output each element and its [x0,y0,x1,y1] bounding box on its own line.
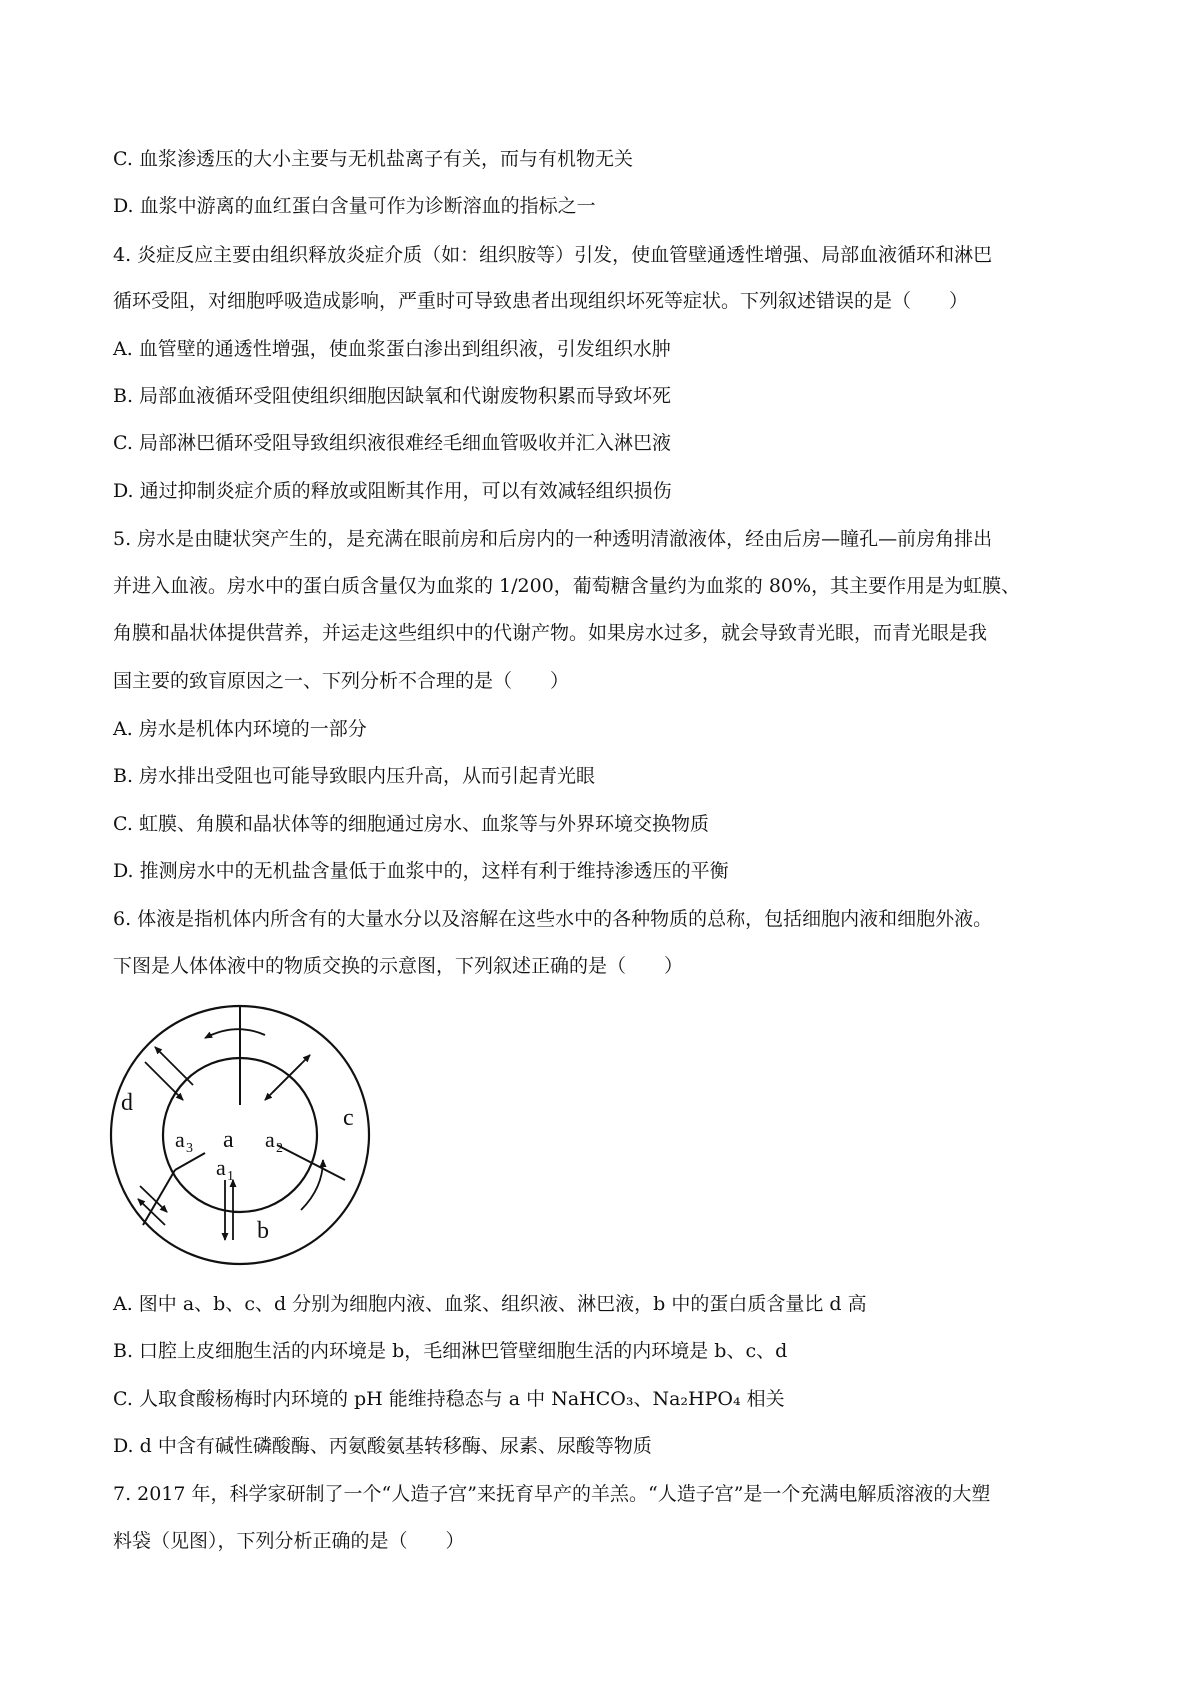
label-d: d [121,1090,133,1116]
q6-stem-line-2: 下图是人体体液中的物质交换的示意图，下列叙述正确的是（ ） [113,955,684,977]
arrow-d-out [155,1047,193,1085]
label-a3-sub: 3 [186,1141,193,1156]
q6-option-b: B. 口腔上皮细胞生活的内环境是 b，毛细淋巴管壁细胞生活的内环境是 b、c、d [113,1340,788,1362]
q6-option-d: D. d 中含有碱性磷酸酶、丙氨酸氨基转移酶、尿素、尿酸等物质 [113,1435,652,1457]
q3-option-d: D. 血浆中游离的血红蛋白含量可作为诊断溶血的指标之一 [113,195,596,217]
arrow-d-in [145,1062,183,1100]
q4-option-b: B. 局部血液循环受阻使组织细胞因缺氧和代谢废物积累而导致坏死 [113,385,672,407]
q5-stem-line-3: 角膜和晶状体提供营养，并运走这些组织中的代谢产物。如果房水过多，就会导致青光眼，而青光眼是我 [113,622,988,644]
q4-option-d: D. 通过抑制炎症介质的释放或阻断其作用，可以有效减轻组织损伤 [113,480,672,502]
body-fluid-exchange-diagram [105,1000,375,1270]
q5-stem-line-1: 5. 房水是由睫状突产生的，是充满在眼前房和后房内的一种透明清澈液体，经由后房—瞳孔—前房角排出 [113,528,993,550]
q7-stem-line-2: 料袋（见图），下列分析正确的是（ ） [113,1530,465,1552]
q6-option-c: C. 人取食酸杨梅时内环境的 pH 能维持稳态与 a 中 NaHCO₃、Na₂HPO₄ 相关 [113,1388,785,1410]
divider-left [143,1170,175,1225]
label-a: a [223,1127,234,1153]
label-a1-sub: 1 [227,1169,234,1184]
q5-stem-line-4: 国主要的致盲原因之一、下列分析不合理的是（ ） [113,670,570,692]
label-b: b [257,1218,269,1244]
label-a1: a [216,1155,226,1180]
q5-option-d: D. 推测房水中的无机盐含量低于血浆中的，这样有利于维持渗透压的平衡 [113,860,729,882]
q4-stem-line-2: 循环受阻，对细胞呼吸造成影响，严重时可导致患者出现组织坏死等症状。下列叙述错误的是（ ） [113,290,969,312]
q6-option-a: A. 图中 a、b、c、d 分别为细胞内液、血浆、组织液、淋巴液，b 中的蛋白质含量比 d 高 [113,1293,867,1315]
q3-option-c: C. 血浆渗透压的大小主要与无机盐离子有关，而与有机物无关 [113,148,633,170]
label-a3: a [175,1127,185,1152]
q4-option-c: C. 局部淋巴循环受阻导致组织液很难经毛细血管吸收并汇入淋巴液 [113,432,671,454]
q6-stem-line-1: 6. 体液是指机体内所含有的大量水分以及溶解在这些水中的各种物质的总称，包括细胞内液和细胞外液。 [113,908,993,930]
q5-stem-line-2: 并进入血液。房水中的蛋白质含量仅为血浆的 1/200，葡萄糖含量约为血浆的 80%，其主要作用是为虹膜、 [113,575,1021,597]
arrow-top [205,1029,265,1038]
q5-option-a: A. 房水是机体内环境的一部分 [113,718,367,740]
q4-stem-line-1: 4. 炎症反应主要由组织释放炎症介质（如：组织胺等）引发，使血管壁通透性增强、局部血液循环和淋巴 [113,244,993,266]
label-a2: a [265,1127,275,1152]
label-c: c [343,1105,354,1131]
arrow-left-up [138,1199,165,1225]
q5-option-b: B. 房水排出受阻也可能导致眼内压升高，从而引起青光眼 [113,765,596,787]
label-a2-sub: 2 [276,1141,283,1156]
q7-stem-line-1: 7. 2017 年，科学家研制了一个“人造子宫”来抚育早产的羊羔。“人造子宫”是一个充满电解质溶液的大塑 [113,1483,991,1505]
q5-option-c: C. 虹膜、角膜和晶状体等的细胞通过房水、血浆等与外界环境交换物质 [113,813,709,835]
divider-right [277,1145,345,1180]
q4-option-a: A. 血管壁的通透性增强，使血浆蛋白渗出到组织液，引发组织水肿 [113,338,671,360]
